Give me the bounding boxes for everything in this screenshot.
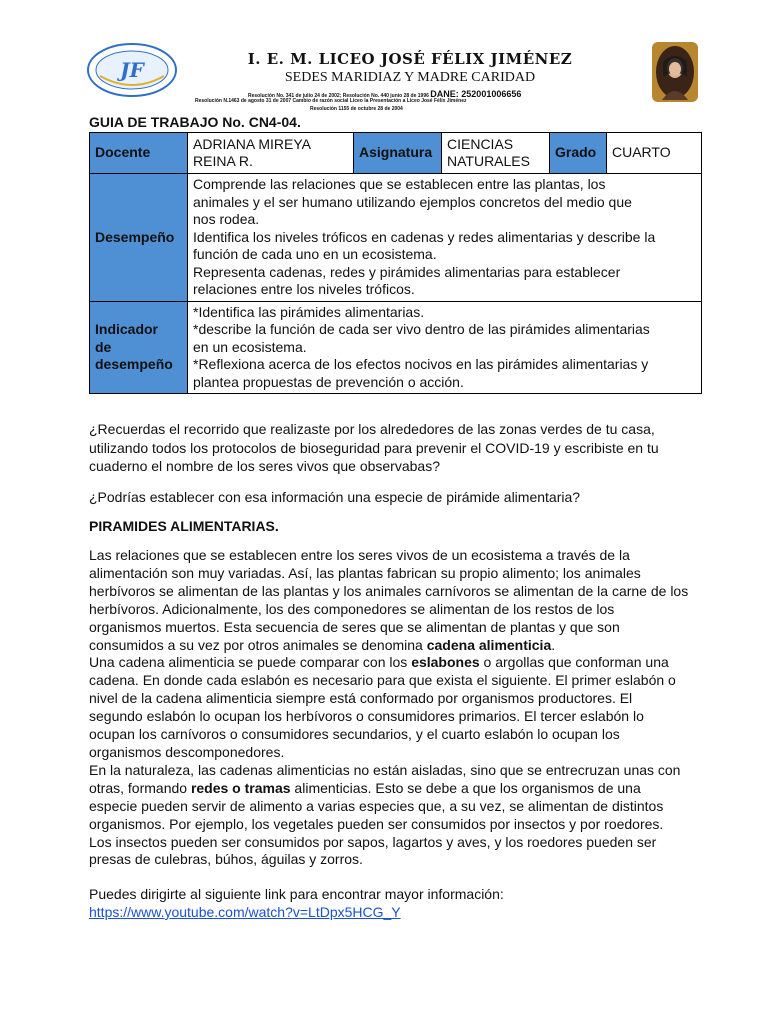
paragraph-1: Las relaciones que se establecen entre los seres vivos de un ecosistema a través de la alimentación son muy variadas. Así, las plantas fabrican su propio alimento; los animales herbívoros se alimentan de las plantas y los animales carnívoros se alimentan de la carne de los herbívoros. Adicionalmente, los des componedores se alimentan de los restos de los organismos muertos. Esta secuencia de seres que se alimentan de plantas y que son consumidos a su vez por otros animales se denomina cadena alimenticia. xyxy=(89,547,689,653)
youtube-link[interactable]: https://www.youtube.com/watch?v=LtDpx5HCG_Y xyxy=(89,904,401,920)
article-body xyxy=(89,547,689,869)
table-row-desempeno xyxy=(90,174,702,302)
paragraph-2: Una cadena alimenticia se puede comparar con los eslabones o argollas que conforman una cadena. En donde cada eslabón es necesario para que exista el siguiente. El primer eslabón o nivel de la cadena alimenticia siempre está conformado por organismos productores. El segundo eslabón lo ocupan los herbívoros o consumidores primarios. El tercer eslabón lo ocupan los carnívoros o consumidores secundarios, y el cuarto eslabón lo ocupan los organismos descomponedores. xyxy=(89,654,676,760)
dane-code: DANE: 252001006656 xyxy=(430,89,522,99)
asignatura-value: CIENCIAS NATURALES xyxy=(442,133,550,174)
indicador-text: *Identifica las pirámides alimentarias. *describe la función de cada ser vivo dentro de las pirámides alimentarias en un ecosistema. *Reflexiona acerca de los efectos nocivos en las pirámides alimentarias y plantea propuestas de prevención o acción. xyxy=(188,301,702,394)
school-subtitle: SEDES MARIDIAZ Y MADRE CARIDAD xyxy=(284,70,536,85)
question-2: ¿Podrías establecer con esa información una especie de pirámide alimentaria? xyxy=(89,489,581,505)
guide-info-table xyxy=(89,132,702,394)
indicador-label: Indicador de desempeño xyxy=(90,301,188,394)
table-row-docente xyxy=(90,133,702,174)
section-heading: PIRAMIDES ALIMENTARIAS. xyxy=(89,518,279,534)
resolution-line-2: Resolución N.1463 de agosto 31 de 2007 Cambio de razón social Liceo la Presentación a Liceo José Félix Jiménez xyxy=(195,98,467,104)
docente-label: Docente xyxy=(90,133,188,174)
asignatura-label: Asignatura xyxy=(354,133,442,174)
paragraph-3: En la naturaleza, las cadenas alimenticias no están aisladas, sino que se entrecruzan unas con otras, formando redes o tramas alimenticias. Esto se debe a que los organismos de una especie pueden servir de alimento a varias especies que, a su vez, se alimentan de distintos organismos. Por ejemplo, los vegetales pueden ser consumidos por insectos y por roedores. Los insectos pueden ser consumidos por sapos, lagartos y aves, y los roedores pueden ser presas de culebras, búhos, águilas y zorros. xyxy=(89,761,681,868)
desempeno-label: Desempeño xyxy=(90,174,188,302)
guide-title: GUIA DE TRABAJO No. CN4-04. xyxy=(89,114,301,130)
logo-initials: JF xyxy=(120,58,144,82)
resolution-line-1: Resolución No. 341 de julio 24 de 2002; Resolución No. 440 junio 28 de 1996 DANE: 252001006656 xyxy=(248,89,522,99)
question-1: ¿Recuerdas el recorrido que realizaste por los alrededores de las zonas verdes de tu casa, utilizando todos los protocolos de bioseguridad para prevenir el COVID-19 y escribiste en tu cuaderno el nombre de los seres vivos que observabas? xyxy=(89,421,659,474)
docente-value: ADRIANA MIREYA REINA R. xyxy=(188,133,354,174)
grado-label: Grado xyxy=(550,133,607,174)
grado-value: CUARTO xyxy=(607,133,702,174)
link-intro: Puedes dirigirte al siguiente link para encontrar mayor información: xyxy=(89,886,504,902)
desempeno-text: Comprende las relaciones que se establecen entre las plantas, los animales y el ser humano utilizando ejemplos concretos del medio que nos rodea. Identifica los niveles tróficos en cadenas y redes alimentarias y describe la función de cada uno en un ecosistema. Representa cadenas, redes y pirámides alimentarias para establecer relaciones entre los niveles tróficos. xyxy=(188,174,702,302)
resolution-line-3: Resolución 1155 de octubre 28 de 2004 xyxy=(310,106,403,112)
table-row-indicador xyxy=(90,301,702,394)
school-title: I. E. M. LICEO JOSÉ FÉLIX JIMÉNEZ xyxy=(247,50,573,68)
